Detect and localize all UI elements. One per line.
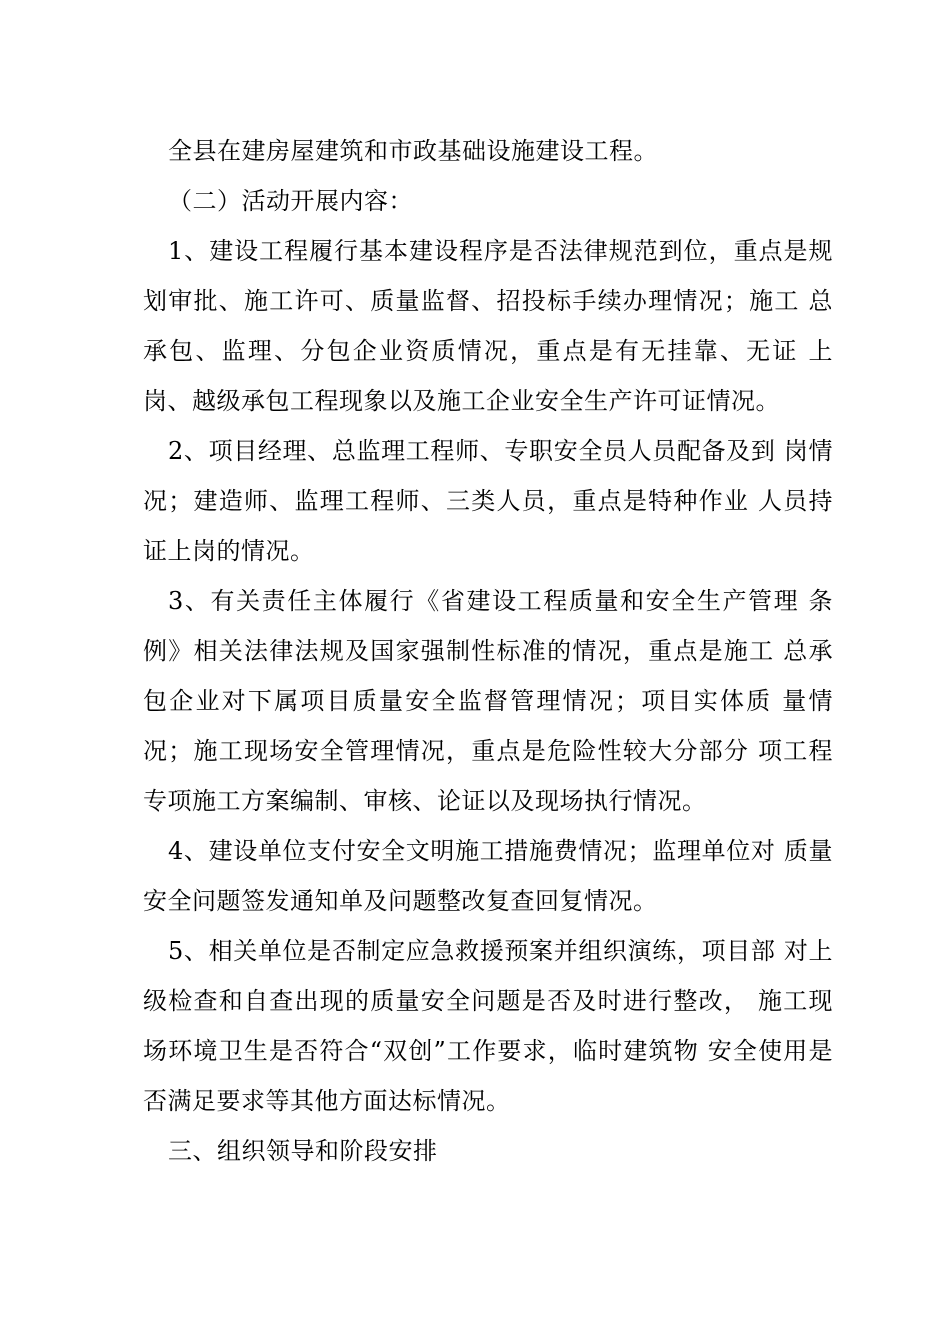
paragraph-scope: 全县在建房屋建筑和市政基础设施建设工程。 xyxy=(168,137,658,165)
heading-organization: 三、组织领导和阶段安排 xyxy=(168,1137,438,1165)
paragraph-item-1: 1、建设工程履行基本建设程序是否法律规范到位，重点是规划审批、施工许可、质量监督、招投标手续办理情况；施工 总承包、监理、分包企业资质情况，重点是有无挂靠、无证 上岗、越级承包工程现象以及施工企业安全生产许可证情况。 xyxy=(143,237,833,415)
heading-activity-content: （二）活动开展内容： xyxy=(168,187,413,215)
paragraph-item-3: 3、有关责任主体履行《省建设工程质量和安全生产管理 条例》相关法律法规及国家强制性标准的情况，重点是施工 总承包企业对下属项目质量安全监督管理情况；项目实体质 量情况；施工现场安全管理情况，重点是危险性较大分部分 项工程专项施工方案编制、审核、论证以及现场执行情况。 xyxy=(143,587,833,815)
paragraph-item-5: 5、相关单位是否制定应急救援预案并组织演练，项目部 对上级检查和自查出现的质量安全问题是否及时进行整改， 施工现场环境卫生是否符合“双创”工作要求，临时建筑物 安全使用是否满足要求等其他方面达标情况。 xyxy=(143,937,833,1115)
paragraph-item-4: 4、建设单位支付安全文明施工措施费情况；监理单位对 质量安全问题签发通知单及问题整改复查回复情况。 xyxy=(143,837,833,915)
document-body xyxy=(143,126,833,1176)
paragraph-item-2: 2、项目经理、总监理工程师、专职安全员人员配备及到 岗情况；建造师、监理工程师、三类人员，重点是特种作业 人员持证上岗的情况。 xyxy=(143,437,833,565)
